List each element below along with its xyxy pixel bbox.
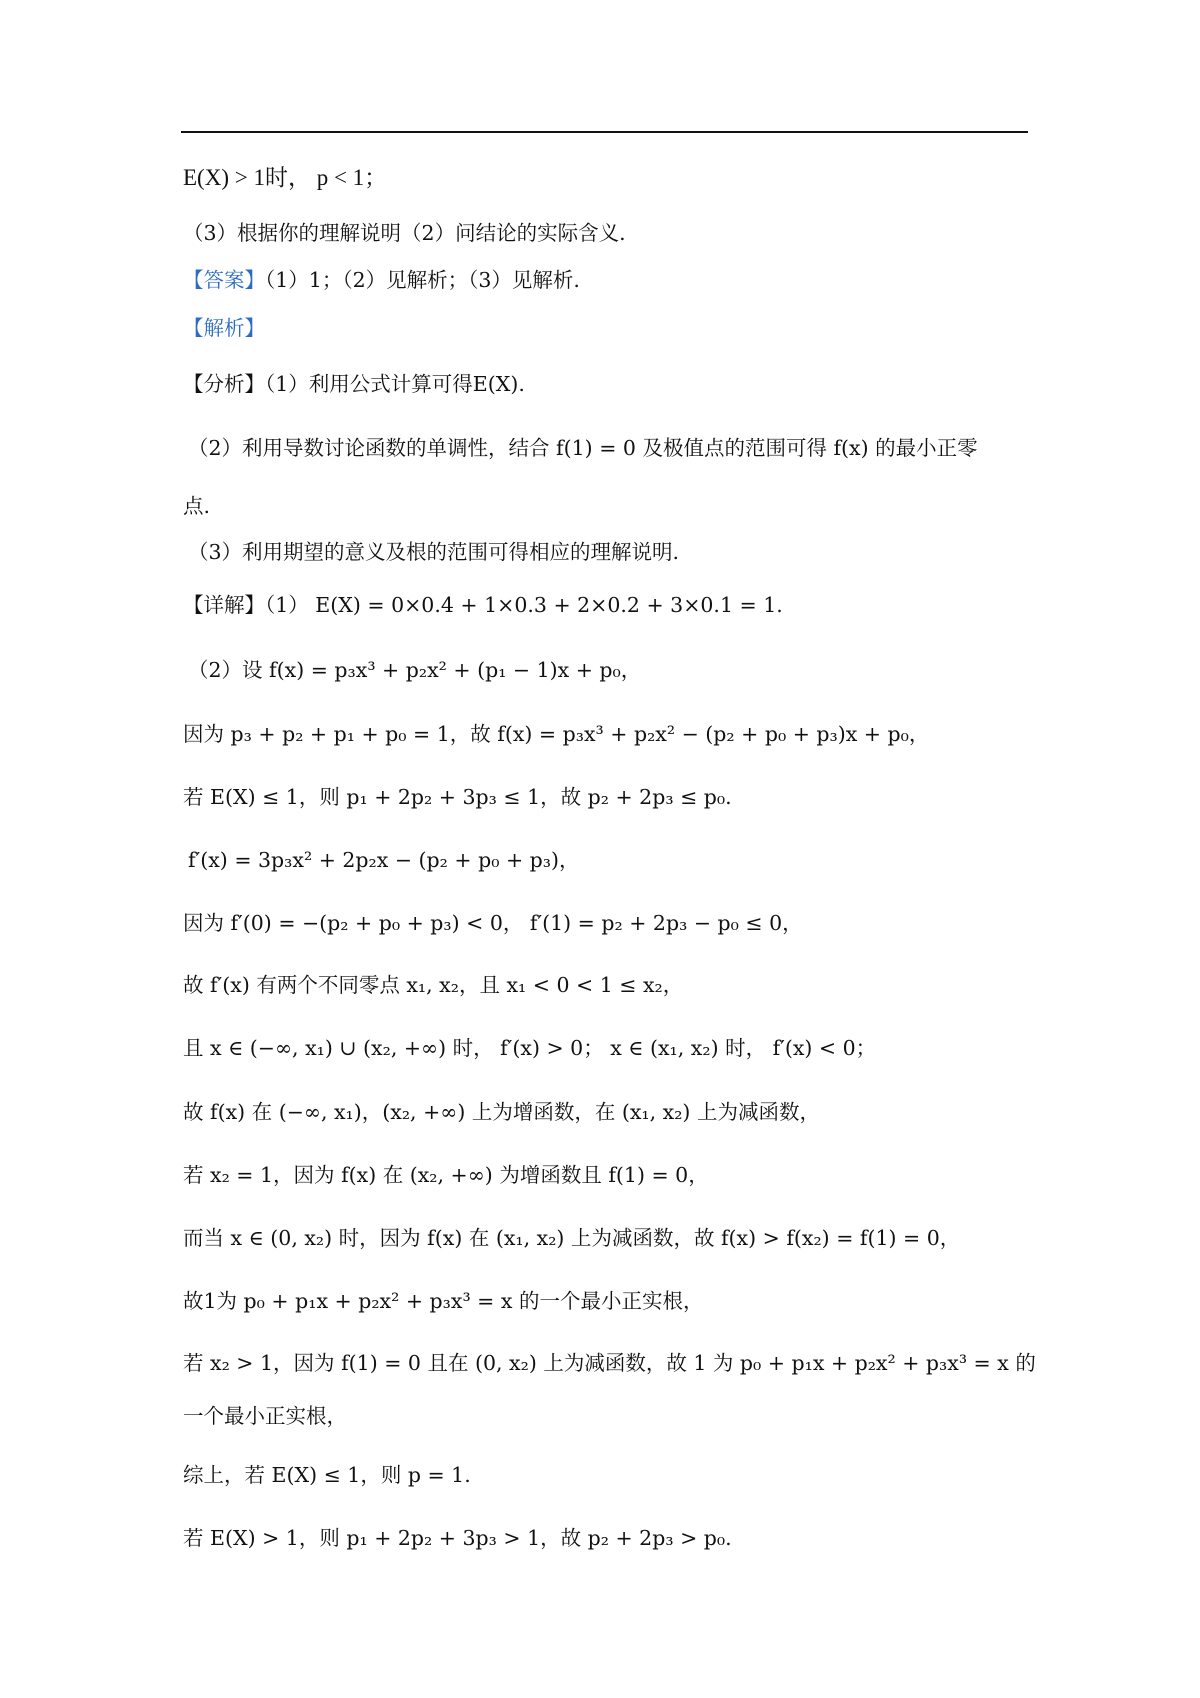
- header-rule: [181, 131, 1028, 133]
- text-line-13: 因为 f′(0) = −(p₂ + p₀ + p₃) < 0， f′(1) = p₂ + 2p₃ − p₀ ≤ 0，: [183, 911, 803, 935]
- text-line-4: 【分析】（1）利用公式计算可得E(X).: [183, 372, 525, 396]
- text-line-6: 点.: [183, 494, 211, 518]
- text-line-17: 若 x₂ = 1，因为 f(x) 在 (x₂, +∞) 为增函数且 f(1) = 0，: [183, 1163, 709, 1187]
- text-line-10: 因为 p₃ + p₂ + p₁ + p₀ = 1，故 f(x) = p₃x³ + p₂x² − (p₂ + p₀ + p₃)x + p₀，: [183, 722, 930, 746]
- text-line-19: 故1为 p₀ + p₁x + p₂x² + p₃x³ = x 的一个最小正实根，: [183, 1289, 704, 1313]
- text-line-2: （3）根据你的理解说明（2）问结论的实际含义.: [183, 221, 626, 245]
- text-line-16: 故 f(x) 在 (−∞, x₁)，(x₂, +∞) 上为增函数，在 (x₁, x₂) 上为减函数，: [183, 1100, 820, 1124]
- analysis-tag: 【解析】: [183, 316, 265, 340]
- text-line-15: 且 x ∈ (−∞, x₁) ∪ (x₂, +∞) 时， f′(x) > 0； x ∈ (x₁, x₂) 时， f′(x) < 0；: [183, 1036, 877, 1060]
- text-line-11: 若 E(X) ≤ 1，则 p₁ + 2p₂ + 3p₃ ≤ 1，故 p₂ + 2p₃ ≤ p₀.: [183, 785, 732, 809]
- answer-text: （1）1；（2）见解析；（3）见解析.: [265, 268, 580, 292]
- text-line-14: 故 f′(x) 有两个不同零点 x₁, x₂，且 x₁ < 0 < 1 ≤ x₂，: [183, 973, 684, 997]
- text-line-9: （2）设 f(x) = p₃x³ + p₂x² + (p₁ − 1)x + p₀，: [188, 658, 642, 682]
- answer-tag: 【答案】: [183, 268, 265, 292]
- text-line-20: 若 x₂ > 1，因为 f(1) = 0 且在 (0, x₂) 上为减函数，故 1 为 p₀ + p₁x + p₂x² + p₃x³ = x 的: [183, 1351, 1036, 1375]
- text-line-5: （2）利用导数讨论函数的单调性，结合 f(1) = 0 及极值点的范围可得 f(x) 的最小正零: [188, 436, 978, 460]
- answer-line: [183, 265, 580, 295]
- text-line-22: 综上，若 E(X) ≤ 1，则 p = 1.: [183, 1463, 471, 1487]
- text-line-18: 而当 x ∈ (0, x₂) 时，因为 f(x) 在 (x₁, x₂) 上为减函数，故 f(x) > f(x₂) = f(1) = 0，: [183, 1226, 961, 1250]
- text-line-7: （3）利用期望的意义及根的范围可得相应的理解说明.: [188, 540, 680, 564]
- text-line-21: 一个最小正实根，: [183, 1404, 347, 1428]
- text-line-23: 若 E(X) > 1，则 p₁ + 2p₂ + 3p₃ > 1，故 p₂ + 2p₃ > p₀.: [183, 1526, 732, 1550]
- text-line-8: 【详解】（1） E(X) = 0×0.4 + 1×0.3 + 2×0.2 + 3×0.1 = 1.: [183, 593, 783, 617]
- text-line-12: f′(x) = 3p₃x² + 2p₂x − (p₂ + p₀ + p₃)，: [188, 848, 580, 872]
- text-line-1: E(X) > 1时， p < 1；: [183, 165, 388, 190]
